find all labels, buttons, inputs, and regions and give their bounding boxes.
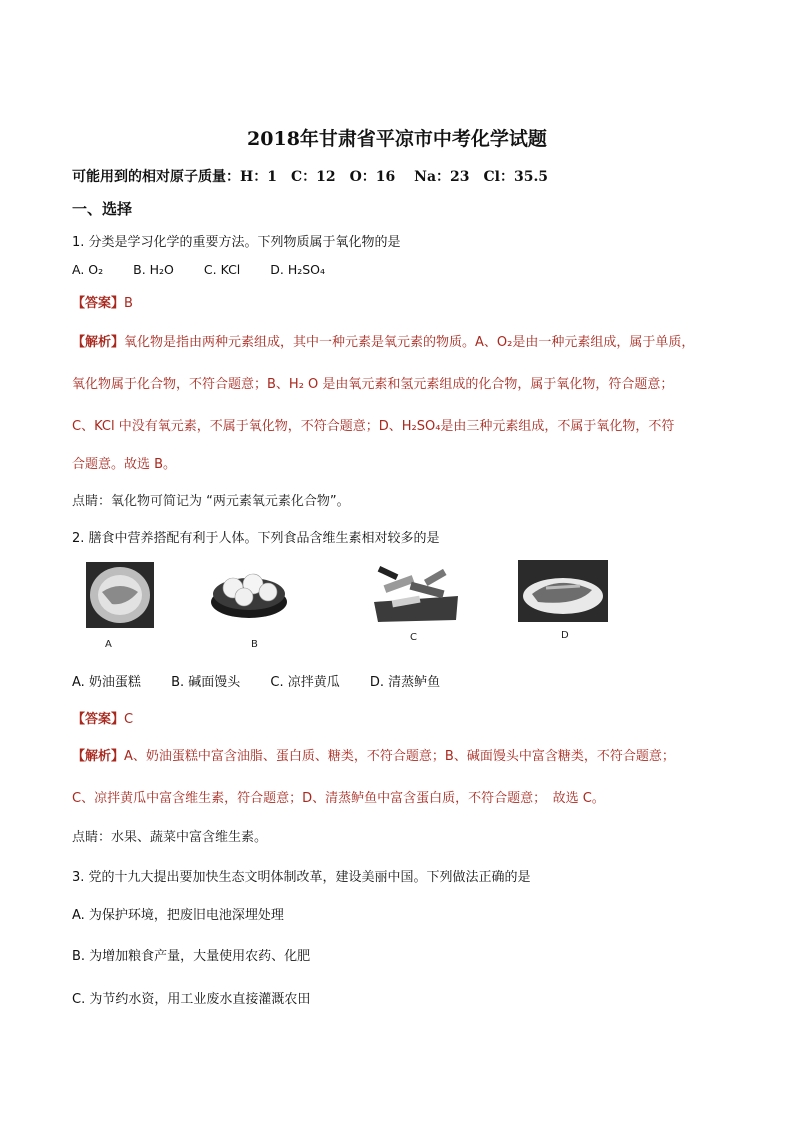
q2-option-b: B. 碱面馒头	[171, 675, 241, 690]
q1-option-c: C. KCl	[203, 262, 241, 277]
q1-answer-value: B	[124, 296, 133, 311]
q1-note: 点睛：氧化物可简记为 “两元素氧元素化合物”。	[72, 494, 350, 509]
q2-answer-tag: 【答案】	[72, 712, 125, 727]
steamed-bun-image	[208, 564, 290, 620]
q1-analysis-text-1: 氧化物是指由两种元素组成，其中一种元素是氧元素的物质。A、O₂是由一种元素组成，属于单质，	[124, 335, 695, 350]
q2-answer	[72, 708, 133, 727]
q1-option-d: D. H₂SO₄	[270, 262, 326, 277]
q1-analysis-line-3: C、KCl 中没有氧元素，不属于氧化物，不符合题意；D、H₂SO₄是由三种元素组成，不属于氧化物，不符	[72, 419, 675, 434]
q3-option-b: B. 为增加粮食产量，大量使用农药、化肥	[72, 949, 311, 964]
q2-option-a: A. 奶油蛋糕	[72, 675, 141, 690]
q1-answer	[72, 292, 133, 311]
image-label-b: B	[251, 639, 258, 650]
q1-option-a: A. O₂	[72, 262, 104, 277]
q2-options	[72, 671, 466, 690]
q1-analysis-line-1	[72, 331, 694, 350]
steamed-fish-image	[518, 560, 608, 622]
q3-option-a: A. 为保护环境，把废旧电池深埋处理	[72, 908, 284, 923]
cake-image	[86, 562, 154, 628]
q2-option-c: C. 凉拌黄瓜	[270, 675, 340, 690]
q2-analysis-line-2: C、凉拌黄瓜中富含维生素，符合题意；D、清蒸鲈鱼中富含蛋白质，不符合题意； 故选 C。	[72, 791, 605, 806]
q2-analysis-tag: 【解析】	[72, 749, 125, 764]
q1-analysis-tag: 【解析】	[72, 335, 125, 350]
q2-note: 点睛：水果、蔬菜中富含维生素。	[72, 830, 268, 845]
page-title: 2018年甘肃省平凉市中考化学试题	[247, 128, 547, 150]
q1-stem: 1. 分类是学习化学的重要方法。下列物质属于氧化物的是	[72, 235, 401, 250]
q2-analysis-line-1	[72, 745, 675, 764]
image-label-c: C	[410, 632, 417, 643]
q1-analysis-line-2: 氧化物属于化合物，不符合题意；B、H₂ O 是由氧元素和氢元素组成的化合物，属于氧化物，符合题意；	[72, 377, 674, 392]
atomic-masses: 可能用到的相对原子质量：H：1 C：12 O：16 Na：23 Cl：35.5	[72, 169, 549, 185]
image-label-a: A	[105, 639, 112, 650]
q2-analysis-text-1: A、奶油蛋糕中富含油脂、蛋白质、糖类，不符合题意；B、碱面馒头中富含糖类，不符合题意；	[124, 749, 675, 764]
q1-options	[72, 262, 351, 277]
q1-analysis-line-4: 合题意。故选 B。	[72, 457, 177, 472]
q3-stem: 3. 党的十九大提出要加快生态文明体制改革，建设美丽中国。下列做法正确的是	[72, 870, 531, 885]
q3-option-c: C. 为节约水资，用工业废水直接灌溉农田	[72, 992, 311, 1007]
section-heading: 一、选择	[72, 200, 133, 218]
q2-option-d: D. 清蒸鲈鱼	[369, 675, 441, 690]
image-label-d: D	[561, 630, 569, 641]
q1-answer-tag: 【答案】	[72, 296, 125, 311]
q2-stem: 2. 膳食中营养搭配有利于人体。下列食品含维生素相对较多的是	[72, 531, 440, 546]
cucumber-image	[370, 562, 462, 626]
q2-answer-value: C	[124, 712, 134, 727]
q1-option-b: B. H₂O	[133, 262, 174, 277]
